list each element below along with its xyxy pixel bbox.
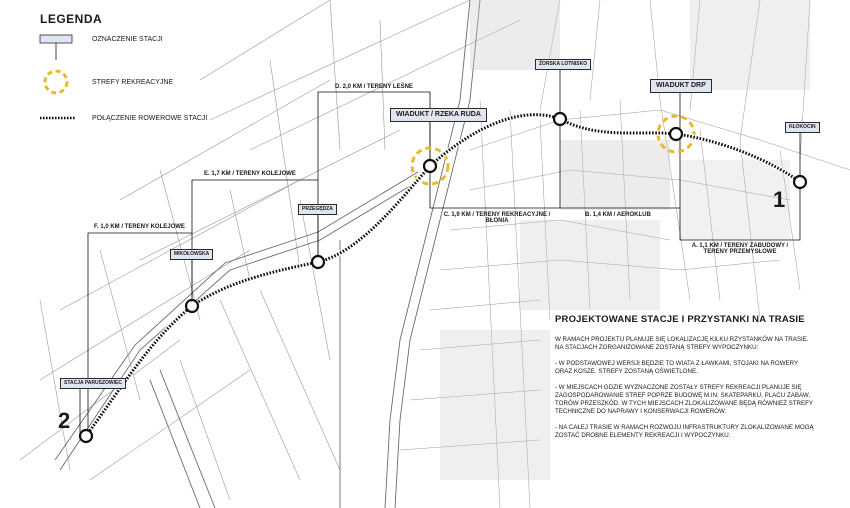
info-paragraph-3: - W MIEJSCACH GDZIE WYZNACZONE ZOSTAŁY STREFY REKREACJI PLANUJE SIĘ ZAGOSPODAROWANIE STREF POPRZE BUDOWĘ M.IN. SKATEPARKU, PLACU ZABAW, TORÓW PRZESZKÓD. W TYCH MIEJSCACH ZLOKALIZOWANE BĘDĄ RÓWNIEŻ STREFY TECHNICZNE DO NAPRAWY I KONSERWACJI ROWERÓW. — [555, 384, 813, 415]
segment-d-label: D. 2,0 KM / TERENY LEŚNE — [335, 84, 413, 90]
segment-c-label — [438, 212, 556, 224]
recreation-zone-icon — [45, 71, 67, 93]
segment-c-line1: C. 1,9 KM / TERENY REKREACYJNE / — [443, 212, 551, 218]
sign-przegedza: PRZEGĘDZA — [298, 204, 337, 215]
station-node-klodnica — [794, 176, 806, 188]
endpoint-1: 1 — [773, 187, 786, 212]
segment-c-line2: BŁONIA — [485, 218, 509, 224]
info-paragraph-2: - W PODSTAWOWEJ WERSJI BĘDZIE TO WIATA Z ŁAWKAMI, STOJAKI NA ROWERY ORAZ KOSZE. STREFY ZOSTANĄ OŚWIETLONE. — [555, 360, 799, 375]
station-node-drp — [670, 128, 682, 140]
rail-corridor — [55, 0, 480, 508]
legend-item-recreation: STREFY REKREACYJNE — [92, 79, 174, 86]
station-node-paruszowiec — [80, 430, 92, 442]
legend-item-station: OZNACZENIE STACJI — [92, 36, 163, 43]
segment-b-label: B. 1,4 KM / AEROKLUB — [585, 212, 651, 218]
info-paragraph-1: W RAMACH PROJEKTU PLANUJE SIĘ LOKALIZACJĘ KILKU RZYSTANKÓW NA TRASIE. NA STACJACH ZORGANIZOWANE ZOSTANĄ STREFY WYPOCZYNKU: — [555, 336, 809, 351]
segment-f-label: F. 1,0 KM / TERENY KOLEJOWE — [94, 224, 185, 230]
station-node-zorska — [554, 113, 566, 125]
sign-wiadukt-ruda: WIADUKT / RZEKA RUDA — [390, 108, 487, 122]
sign-klodnica: KŁOKOCIN — [785, 122, 820, 133]
segment-a-line1: A. 1,1 KM / TERENY ZABUDOWY / — [691, 243, 789, 249]
station-node-przegedza — [312, 256, 324, 268]
station-node-ruda — [424, 160, 436, 172]
sign-mikolowska: MIKOŁOWSKA — [170, 249, 213, 260]
sign-zorska: ŻORSKA LOTNISKO — [535, 59, 591, 70]
segment-a-label — [683, 243, 797, 255]
sign-wiadukt-drp: WIADUKT DRP — [650, 79, 712, 93]
info-title: PROJEKTOWANE STACJE I PRZYSTANKI NA TRASIE — [555, 314, 805, 325]
station-node-mikolowska — [186, 300, 198, 312]
info-paragraph-4: - NA CAŁEJ TRASIE W RAMACH ROZWOJU INFRASTRUKTURY ZLOKALIZOWANE MOGĄ ZOSTAĆ DROBNE ELEMENTY REKREACJI I WYPOCZYNKU. — [555, 424, 814, 439]
legend-title: LEGENDA — [40, 12, 103, 26]
endpoint-2: 2 — [58, 408, 71, 433]
legend-item-bike-route: POŁĄCZENIE ROWEROWE STACJI — [92, 115, 208, 122]
station-sign-icon — [40, 35, 72, 43]
segment-e-label: E. 1,7 KM / TERENY KOLEJOWE — [204, 171, 296, 177]
segment-a-line2: TERENY PRZEMYSŁOWE — [703, 249, 777, 255]
info-panel — [555, 316, 815, 448]
sign-paruszowiec: STACJA PARUSZOWIEC — [60, 378, 126, 389]
